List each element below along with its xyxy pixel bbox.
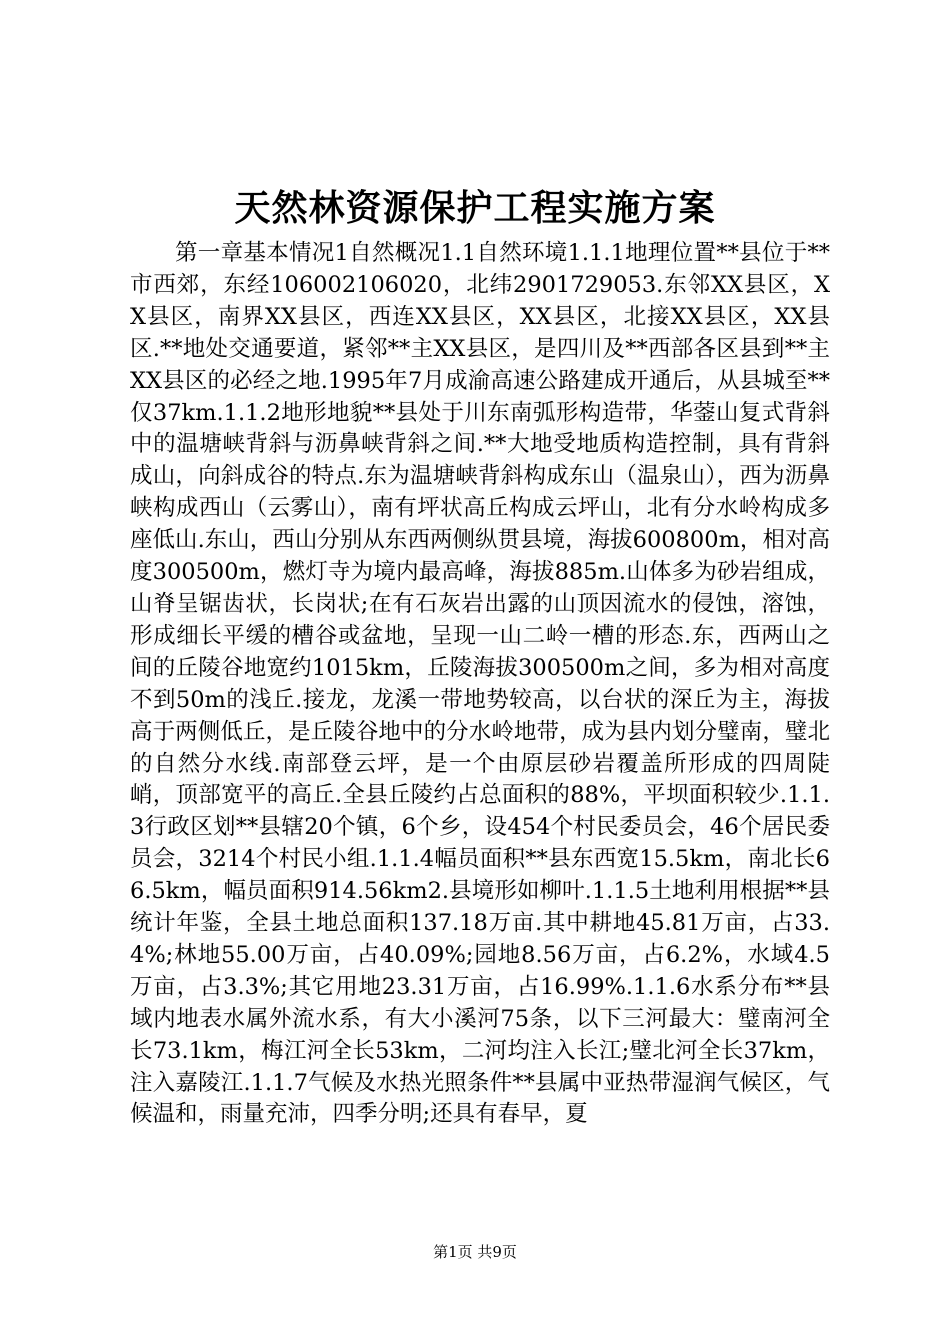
document-body: 第一章基本情况1自然概况1.1自然环境1.1.1地理位置**县位于**市西郊，东经106002106020，北纬2901729053.东邻XX县区，XX县区，南界XX县区，西连XX县区，XX县区，北接XX县区，XX县区.**地处交通要道，紧邻**主XX县区，是四川及**西部各区县到**主XX县区的必经之地.1995年7月成渝高速公路建成开通后，从县城至**仅37km.1.1.2地形地貌**县处于川东南弧形构造带，华蓥山复式背斜中的温塘峡背斜与沥鼻峡背斜之间.**大地受地质构造控制，具有背斜成山，向斜成谷的特点.东为温塘峡背斜构成东山（温泉山），西为沥鼻峡构成西山（云雾山），南有坪状高丘构成云坪山，北有分水岭构成多座低山.东山，西山分别从东西两侧纵贯县境，海拔600800m，相对高度300500m，燃灯寺为境内最高峰，海拔885m.山体多为砂岩组成，山脊呈锯齿状，长岗状;在有石灰岩出露的山顶因流水的侵蚀，溶蚀，形成细长平缓的槽谷或盆地，呈现一山二岭一槽的形态.东，西两山之间的丘陵谷地宽约1015km，丘陵海拔300500m之间，多为相对高度不到50m的浅丘.接龙，龙溪一带地势较高，以台状的深丘为主，海拔高于两侧低丘，是丘陵谷地中的分水岭地带，成为县内划分璧南，璧北的自然分水线.南部登云坪，是一个由原层砂岩覆盖所形成的四周陡峭，顶部宽平的高丘.全县丘陵约占总面积的88%，平坝面积较少.1.1.3行政区划**县辖20个镇，6个乡，设454个村民委员会，46个居民委员会，3214个村民小组.1.1.4幅员面积**县东西宽15.5km，南北长66.5km，幅员面积914.56km2.县境形如柳叶.1.1.5土地利用根据**县统计年鉴，全县土地总面积137.18万亩.其中耕地45.81万亩，占33.4%;林地55.00万亩，占40.09%;园地8.56万亩，占6.2%，水域4.5万亩，占3.3%;其它用地23.31万亩，占16.99%.1.1.6水系分布**县域内地表水属外流水系，有大小溪河75条，以下三河最大：璧南河全长73.1km，梅江河全长53km，二河均注入长江;璧北河全长37km，注入嘉陵江.1.1.7气候及水热光照条件**县属中亚热带湿润气候区，气候温和，雨量充沛，四季分明;还具有春早，夏 xyxy=(130,240,830,1128)
page-number-footer: 第1页 共9页 xyxy=(433,1243,517,1261)
document-title: 天然林资源保护工程实施方案 xyxy=(234,187,716,229)
